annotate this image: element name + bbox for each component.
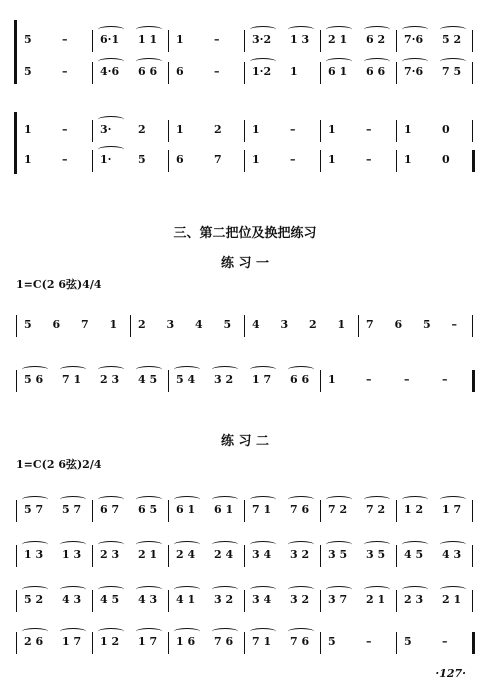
- note: 1 3: [62, 548, 82, 561]
- bar-line: [472, 62, 473, 84]
- note: 7 1: [62, 373, 82, 386]
- note: 1·: [100, 153, 112, 166]
- slur: [98, 116, 124, 123]
- note: 6 2: [366, 33, 386, 46]
- bar-line: [244, 545, 245, 567]
- slur: [174, 586, 200, 593]
- note: 2 6: [24, 635, 44, 648]
- bar-line: [320, 500, 321, 522]
- notation-row: [16, 30, 472, 52]
- note: 1: [328, 123, 336, 136]
- slur: [250, 26, 276, 33]
- note: 5 6: [24, 373, 44, 386]
- note: 5 4: [176, 373, 196, 386]
- note: 5 2: [442, 33, 462, 46]
- note: 4: [195, 318, 203, 331]
- note: 4 1: [176, 593, 196, 606]
- note: –: [442, 373, 448, 386]
- bar-line: [130, 315, 131, 337]
- bar-line: [320, 150, 321, 172]
- note: 3: [280, 318, 289, 331]
- note: 4 5: [138, 373, 158, 386]
- bar-line: [244, 500, 245, 522]
- note: 1 7: [138, 635, 158, 648]
- slur: [136, 541, 162, 548]
- bar-line: [396, 150, 397, 172]
- note: 2: [309, 318, 317, 331]
- bar-line: [168, 590, 169, 612]
- note: 6 1: [214, 503, 234, 516]
- note: 4 3: [442, 548, 462, 561]
- note: –: [62, 123, 68, 136]
- note: 1: [24, 153, 32, 166]
- bar-line: [168, 150, 169, 172]
- bar-line: [16, 590, 17, 612]
- slur: [402, 541, 428, 548]
- slur: [174, 541, 200, 548]
- note: 3·2: [252, 33, 272, 46]
- bar-line: [396, 62, 397, 84]
- note: 5 2: [24, 593, 44, 606]
- note: 6 6: [366, 65, 386, 78]
- bar-line: [396, 30, 397, 52]
- note: 2 4: [214, 548, 234, 561]
- note: –: [62, 33, 68, 46]
- note: 6 5: [138, 503, 158, 516]
- bar-line: [472, 500, 473, 522]
- note: 5: [328, 635, 336, 648]
- note: 5: [138, 153, 146, 166]
- bar-line: [396, 590, 397, 612]
- slur: [364, 496, 390, 503]
- slur: [98, 541, 124, 548]
- slur: [136, 58, 162, 65]
- note: 1 7: [62, 635, 82, 648]
- note: 1 7: [442, 503, 462, 516]
- note: –: [366, 635, 372, 648]
- note: 5: [24, 33, 32, 46]
- note: 1: [337, 318, 346, 331]
- note: –: [366, 373, 372, 386]
- note: 1 3: [24, 548, 44, 561]
- exercise2-key: 1=C(2 6弦)2/4: [16, 458, 102, 471]
- bar-line: [168, 120, 169, 142]
- note: 7 1: [252, 635, 272, 648]
- note: 1 2: [404, 503, 424, 516]
- notation-row: [16, 120, 472, 142]
- slur: [402, 496, 428, 503]
- bar-line: [320, 632, 321, 654]
- note: 6·1: [100, 33, 120, 46]
- note: 2 1: [442, 593, 462, 606]
- note: 6 6: [138, 65, 158, 78]
- bar-line: [320, 545, 321, 567]
- note: 1: [252, 123, 260, 136]
- slur: [60, 541, 86, 548]
- bar-line: [472, 30, 473, 52]
- slur: [98, 586, 124, 593]
- bar-line: [16, 30, 17, 52]
- note: 6: [394, 318, 403, 331]
- slur: [326, 541, 352, 548]
- slur: [288, 26, 314, 33]
- note: 6: [176, 65, 184, 78]
- bar-line: [168, 545, 169, 567]
- note: 5: [24, 65, 32, 78]
- bar-line: [472, 120, 473, 142]
- slur: [60, 586, 86, 593]
- note: 2 1: [366, 593, 386, 606]
- note: 2 4: [176, 548, 196, 561]
- slur: [326, 58, 352, 65]
- slur: [402, 58, 428, 65]
- slur: [364, 541, 390, 548]
- note: 6 1: [176, 503, 196, 516]
- slur: [136, 586, 162, 593]
- note: 4 5: [100, 593, 120, 606]
- note: 1 7: [252, 373, 272, 386]
- note: 7: [81, 318, 89, 331]
- note: –: [290, 153, 296, 166]
- notation-row: [16, 545, 472, 567]
- bar-line: [244, 632, 245, 654]
- note: 6: [52, 318, 61, 331]
- bar-line: [244, 590, 245, 612]
- note: 2: [214, 123, 222, 136]
- note: 2 3: [404, 593, 424, 606]
- bar-line: [320, 30, 321, 52]
- note: 3 2: [290, 548, 310, 561]
- note: 7: [366, 318, 374, 331]
- note: –: [62, 65, 68, 78]
- bar-line: [396, 545, 397, 567]
- note: 1: [328, 153, 336, 166]
- slur: [98, 496, 124, 503]
- slur: [212, 496, 238, 503]
- slur: [136, 628, 162, 635]
- slur: [98, 628, 124, 635]
- bar-line: [244, 150, 245, 172]
- note: 7·6: [404, 33, 424, 46]
- note: 2 1: [138, 548, 158, 561]
- note: 1 6: [176, 635, 196, 648]
- note: 1 2: [100, 635, 120, 648]
- note: –: [290, 123, 296, 136]
- note: 4·6: [100, 65, 120, 78]
- note: 3 5: [366, 548, 386, 561]
- slur: [98, 26, 124, 33]
- note: 1 1: [138, 33, 158, 46]
- slur: [440, 541, 466, 548]
- note: 3 4: [252, 593, 272, 606]
- slur: [98, 58, 124, 65]
- note: 6 6: [290, 373, 310, 386]
- note: 5 7: [24, 503, 44, 516]
- bar-line: [320, 120, 321, 142]
- slur: [440, 586, 466, 593]
- bar-line: [472, 370, 475, 392]
- slur: [98, 146, 124, 153]
- slur: [98, 366, 124, 373]
- note: –: [366, 153, 372, 166]
- note: 3 7: [328, 593, 348, 606]
- bar-line: [244, 315, 245, 337]
- exercise2-title: 练 习 二: [220, 434, 270, 449]
- slur: [22, 541, 48, 548]
- note: 6 7: [100, 503, 120, 516]
- note: 0: [442, 123, 450, 136]
- note: 3 2: [214, 373, 234, 386]
- slur: [326, 26, 352, 33]
- note: 1: [24, 123, 32, 136]
- notation-row: [16, 500, 472, 522]
- slur: [250, 586, 276, 593]
- bar-line: [472, 590, 473, 612]
- note: 1: [176, 123, 184, 136]
- note: 2 3: [100, 548, 120, 561]
- slur: [250, 58, 276, 65]
- bar-line: [16, 500, 17, 522]
- bar-line: [92, 500, 93, 522]
- bar-line: [168, 500, 169, 522]
- bar-line: [92, 545, 93, 567]
- slur: [212, 586, 238, 593]
- bar-line: [472, 632, 475, 654]
- slur: [288, 586, 314, 593]
- note: 7 5: [442, 65, 462, 78]
- note: 4 5: [404, 548, 424, 561]
- bar-line: [168, 62, 169, 84]
- bar-line: [92, 150, 93, 172]
- bar-line: [16, 150, 17, 172]
- slur: [136, 366, 162, 373]
- note: 3 5: [328, 548, 348, 561]
- slur: [364, 26, 390, 33]
- slur: [364, 58, 390, 65]
- note: 3 2: [290, 593, 310, 606]
- notation-row: [16, 370, 472, 392]
- note: 1: [404, 123, 412, 136]
- bar-line: [92, 590, 93, 612]
- bar-line: [16, 632, 17, 654]
- note: 6 1: [328, 65, 348, 78]
- slur: [22, 366, 48, 373]
- slur: [250, 496, 276, 503]
- slur: [288, 628, 314, 635]
- bar-line: [16, 120, 17, 142]
- note: 1: [109, 318, 118, 331]
- note: 3: [166, 318, 175, 331]
- note: 4: [252, 318, 260, 331]
- notation-row: [16, 315, 472, 337]
- bar-line: [92, 120, 93, 142]
- notation-row: [16, 590, 472, 612]
- bar-line: [396, 120, 397, 142]
- note: 7 2: [328, 503, 348, 516]
- slur: [174, 366, 200, 373]
- note: –: [451, 318, 457, 331]
- note: 3 4: [252, 548, 272, 561]
- slur: [440, 26, 466, 33]
- slur: [60, 628, 86, 635]
- bar-line: [396, 632, 397, 654]
- bar-line: [472, 150, 475, 172]
- slur: [288, 496, 314, 503]
- exercise1-key: 1=C(2 6弦)4/4: [16, 278, 102, 291]
- bar-line: [244, 30, 245, 52]
- bar-line: [92, 62, 93, 84]
- bar-line: [396, 500, 397, 522]
- note: 2: [138, 123, 146, 136]
- slur: [174, 496, 200, 503]
- slur: [136, 26, 162, 33]
- slur: [440, 58, 466, 65]
- bar-line: [16, 62, 17, 84]
- slur: [440, 496, 466, 503]
- bar-line: [320, 590, 321, 612]
- note: –: [214, 33, 220, 46]
- note: 2: [138, 318, 146, 331]
- note: 3·: [100, 123, 112, 136]
- note: –: [442, 635, 448, 648]
- note: 1: [404, 153, 412, 166]
- slur: [22, 496, 48, 503]
- note: 7 6: [290, 503, 310, 516]
- note: 3 2: [214, 593, 234, 606]
- note: –: [214, 65, 220, 78]
- slur: [250, 541, 276, 548]
- bar-line: [92, 30, 93, 52]
- note: 5: [404, 635, 412, 648]
- note: 7 1: [252, 503, 272, 516]
- note: –: [404, 373, 410, 386]
- note: 1: [328, 373, 336, 386]
- section-title: 三、第二把位及换把练习: [173, 226, 317, 241]
- page-number: ·127·: [435, 667, 466, 680]
- bar-line: [168, 632, 169, 654]
- exercise1-title: 练 习 一: [220, 256, 270, 271]
- notation-row: [16, 62, 472, 84]
- slur: [402, 26, 428, 33]
- bar-line: [92, 632, 93, 654]
- bar-line: [244, 120, 245, 142]
- slur: [60, 496, 86, 503]
- slur: [174, 628, 200, 635]
- note: 5 7: [62, 503, 82, 516]
- note: 1: [252, 153, 260, 166]
- slur: [22, 586, 48, 593]
- bar-line: [16, 545, 17, 567]
- bar-line: [16, 370, 17, 392]
- notation-row: [16, 632, 472, 654]
- notation-row: [16, 150, 472, 172]
- note: 7: [214, 153, 222, 166]
- slur: [250, 628, 276, 635]
- bar-line: [320, 370, 321, 392]
- slur: [326, 586, 352, 593]
- note: 5: [24, 318, 32, 331]
- slur: [212, 366, 238, 373]
- bar-line: [320, 62, 321, 84]
- note: 7 2: [366, 503, 386, 516]
- note: 7 6: [290, 635, 310, 648]
- slur: [288, 541, 314, 548]
- slur: [250, 366, 276, 373]
- slur: [22, 628, 48, 635]
- note: –: [366, 123, 372, 136]
- slur: [212, 628, 238, 635]
- note: 1 3: [290, 33, 310, 46]
- bar-line: [168, 370, 169, 392]
- slur: [212, 541, 238, 548]
- note: 0: [442, 153, 450, 166]
- note: 4 3: [62, 593, 82, 606]
- slur: [364, 586, 390, 593]
- note: –: [62, 153, 68, 166]
- note: 7·6: [404, 65, 424, 78]
- slur: [288, 366, 314, 373]
- bar-line: [244, 62, 245, 84]
- note: 1: [176, 33, 184, 46]
- note: 2 1: [328, 33, 348, 46]
- slur: [326, 496, 352, 503]
- note: 6: [176, 153, 184, 166]
- bar-line: [472, 545, 473, 567]
- note: 1·2: [252, 65, 272, 78]
- note: 5: [223, 318, 232, 331]
- note: 7 6: [214, 635, 234, 648]
- bar-line: [168, 30, 169, 52]
- slur: [402, 586, 428, 593]
- slur: [136, 496, 162, 503]
- bar-line: [358, 315, 359, 337]
- bar-line: [472, 315, 473, 337]
- note: 2 3: [100, 373, 120, 386]
- note: 1: [290, 65, 298, 78]
- note: 4 3: [138, 593, 158, 606]
- note: 5: [423, 318, 431, 331]
- bar-line: [16, 315, 17, 337]
- slur: [60, 366, 86, 373]
